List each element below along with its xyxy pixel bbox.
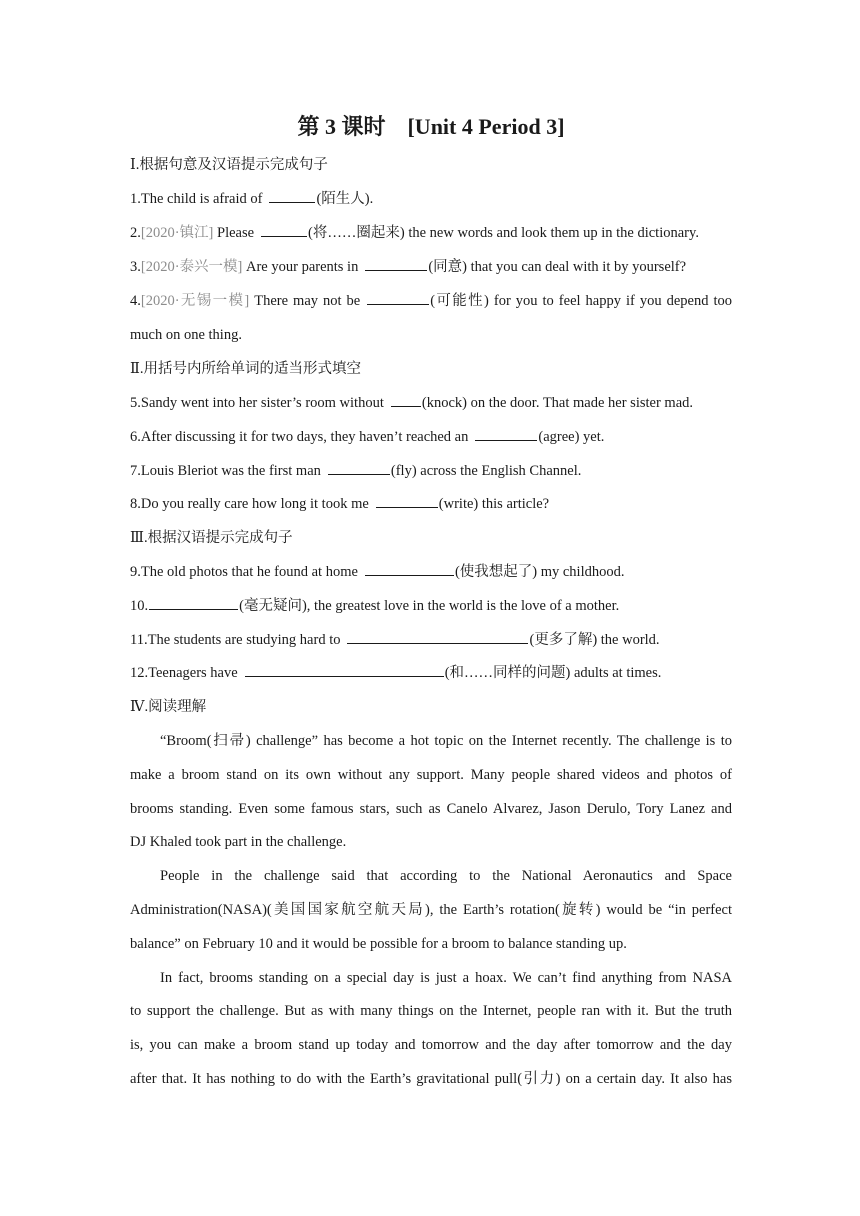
answer-blank[interactable] bbox=[475, 427, 537, 441]
passage-line: balance” on February 10 and it would be possible for a broom to balance standing up. bbox=[130, 936, 627, 952]
question-3: 3.[2020·泰兴一模] Are your parents in (同意) that you can deal with it by yourself? bbox=[130, 259, 687, 275]
answer-blank[interactable] bbox=[347, 630, 528, 644]
question-4: 4.[2020·无锡一模] There may not be (可能性) for you to feel happy if you depend too bbox=[130, 293, 732, 309]
passage-line: “Broom(扫帚) challenge” has become a hot topic on the Internet recently. The challenge is to bbox=[160, 733, 732, 749]
question-5: 5.Sandy went into her sister’s room without (knock) on the door. That made her sister mad. bbox=[130, 395, 694, 411]
question-4-continued: much on one thing. bbox=[130, 327, 242, 343]
title-en: [Unit 4 Period 3] bbox=[407, 114, 565, 139]
answer-blank[interactable] bbox=[328, 461, 390, 475]
question-8: 8.Do you really care how long it took me (write) this article? bbox=[130, 496, 550, 512]
answer-blank[interactable] bbox=[365, 562, 454, 576]
answer-blank[interactable] bbox=[376, 494, 438, 508]
section-1-heading: Ⅰ.根据句意及汉语提示完成句子 bbox=[130, 157, 328, 173]
passage-line: to support the challenge. But as with many things on the Internet, people ran with it. But the truth bbox=[130, 1003, 732, 1019]
source-tag: [2020·镇江] bbox=[140, 225, 214, 241]
answer-blank[interactable] bbox=[261, 223, 307, 237]
question-2: 2.[2020·镇江] Please (将……圈起来) the new words and look them up in the dictionary. bbox=[130, 225, 699, 241]
source-tag: [2020·无锡一模] bbox=[140, 293, 250, 309]
passage-line: Administration(NASA)(美国国家航空航天局), the Earth’s rotation(旋转) would be “in perfect bbox=[130, 902, 732, 918]
passage-line: People in the challenge said that according to the National Aeronautics and Space bbox=[160, 868, 732, 884]
section-3-heading: Ⅲ.根据汉语提示完成句子 bbox=[130, 530, 293, 546]
question-6: 6.After discussing it for two days, they haven’t reached an (agree) yet. bbox=[130, 429, 605, 445]
answer-blank[interactable] bbox=[391, 393, 421, 407]
passage-line: after that. It has nothing to do with the Earth’s gravitational pull(引力) on a certain day. It also has bbox=[130, 1071, 732, 1087]
answer-blank[interactable] bbox=[269, 189, 315, 203]
section-2-heading: Ⅱ.用括号内所给单词的适当形式填空 bbox=[130, 361, 361, 377]
passage-line: In fact, brooms standing on a special day is just a hoax. We can’t find anything from NASA bbox=[160, 970, 732, 986]
passage-line: is, you can make a broom stand up today and tomorrow and the day after tomorrow and the day bbox=[130, 1037, 732, 1053]
answer-blank[interactable] bbox=[367, 291, 429, 305]
question-12: 12.Teenagers have (和……同样的问题) adults at times. bbox=[130, 665, 662, 681]
answer-blank[interactable] bbox=[365, 257, 427, 271]
section-4-heading: Ⅳ.阅读理解 bbox=[130, 699, 207, 715]
passage-line: brooms standing. Even some famous stars, such as Canelo Alvarez, Jason Derulo, Tory Lanez and bbox=[130, 801, 732, 817]
page-title bbox=[130, 112, 732, 142]
answer-blank[interactable] bbox=[245, 663, 444, 677]
question-1: 1.The child is afraid of (陌生人). bbox=[130, 191, 374, 207]
source-tag: [2020·泰兴一模] bbox=[140, 259, 243, 275]
title-cn: 第 3 课时 bbox=[297, 114, 386, 139]
passage-line: make a broom stand on its own without any support. Many people shared videos and photos of bbox=[130, 767, 732, 783]
answer-blank[interactable] bbox=[149, 596, 238, 610]
question-7: 7.Louis Bleriot was the first man (fly) across the English Channel. bbox=[130, 463, 582, 479]
question-10: 10. (毫无疑问), the greatest love in the world is the love of a mother. bbox=[130, 598, 620, 614]
question-11: 11.The students are studying hard to (更多了解) the world. bbox=[130, 632, 660, 648]
passage-line: DJ Khaled took part in the challenge. bbox=[130, 834, 347, 850]
question-9: 9.The old photos that he found at home (使我想起了) my childhood. bbox=[130, 564, 625, 580]
